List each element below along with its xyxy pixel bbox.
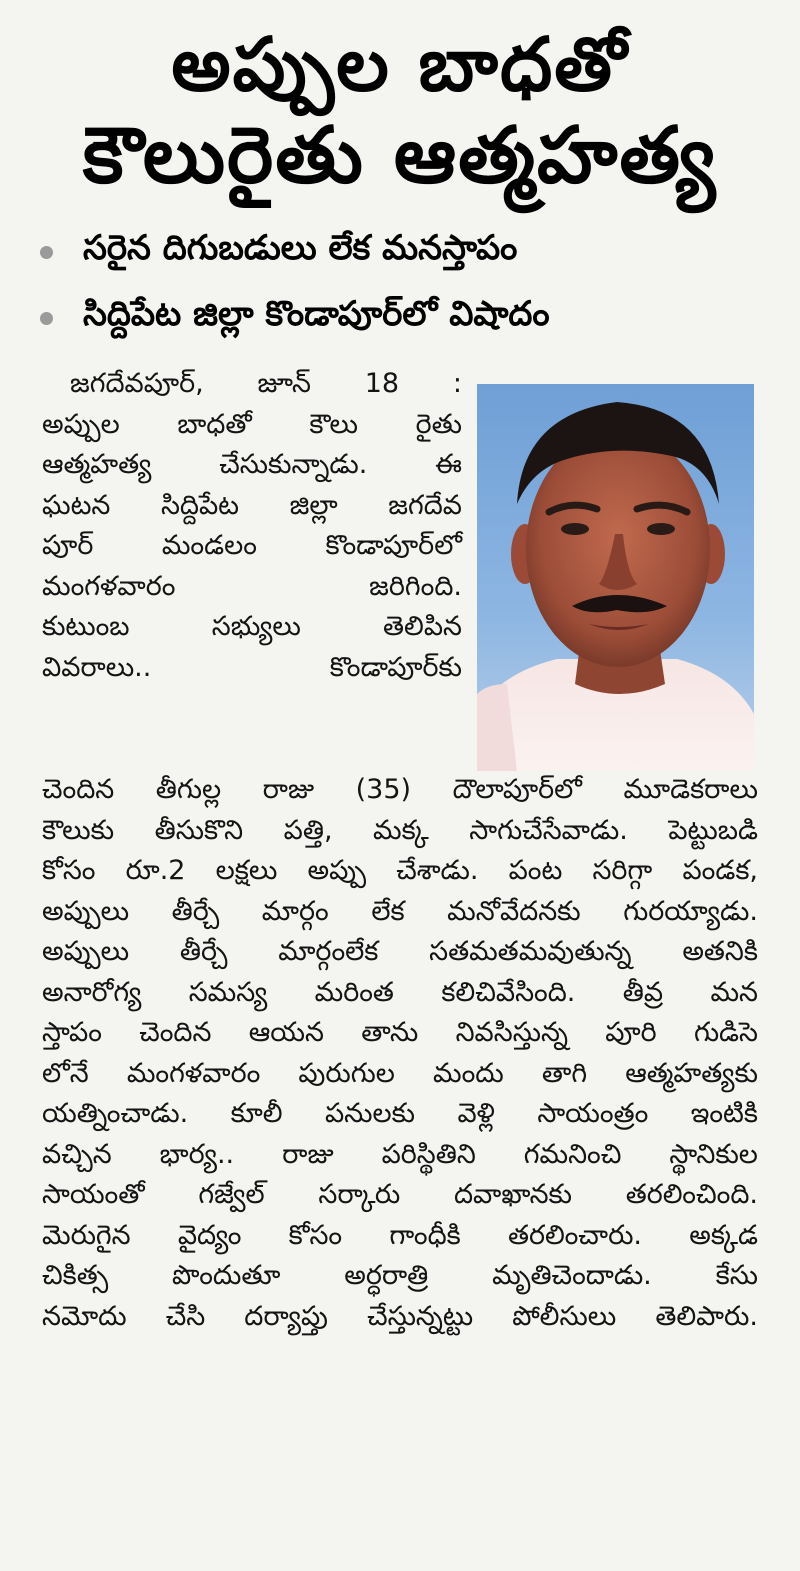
bullet-item (40, 292, 780, 344)
word: మండలం (161, 530, 257, 561)
text-line (42, 973, 758, 1014)
word: : (452, 368, 462, 399)
word: మనోవేదనకు (447, 895, 581, 927)
bullet-text: సిద్దిపేట జిల్లా కొండాపూర్‌లో విషాదం (83, 294, 550, 334)
word: అతనికి (682, 936, 758, 967)
bullet-dot-icon (40, 312, 53, 325)
text-line (42, 364, 462, 405)
text-line (42, 567, 462, 608)
text-line (42, 486, 462, 527)
word: ఆయన (248, 1017, 324, 1048)
word: చేస్తున్నట్టు (367, 1300, 474, 1332)
text-line (42, 851, 758, 892)
word: పూర్ (42, 530, 94, 561)
text-line (42, 1297, 758, 1338)
word: కౌలుకు (42, 814, 115, 846)
word: కోసం (42, 855, 96, 886)
word: ఆత్మహత్య (42, 449, 152, 480)
word: అప్పులు (42, 936, 130, 967)
word: మూడెకరాలు (623, 774, 758, 805)
word: గుడిసె (693, 1017, 758, 1048)
word: కోసం (288, 1219, 343, 1251)
word: సభ్యులు (211, 611, 301, 642)
text-line (42, 1135, 758, 1176)
word: సర్కారు (318, 1179, 401, 1210)
word: తీర్చే (179, 936, 228, 967)
word: అప్పు (307, 855, 367, 886)
word: తరలించారు. (508, 1219, 643, 1251)
word: మంగళవారం (126, 1057, 261, 1089)
word: మందు (433, 1057, 504, 1089)
word: వెళ్లి (457, 1098, 495, 1129)
text-line (42, 1175, 758, 1216)
word: కొండాపూర్‌కు (329, 651, 462, 683)
headline-line-1: అప్పుల బాధతో (171, 22, 629, 108)
word: చెందిన (139, 1017, 212, 1048)
word: మరింత (314, 976, 394, 1008)
word: జూన్ (257, 368, 311, 399)
word: పూరి (605, 1017, 657, 1048)
word: జగదేవపూర్, (70, 368, 204, 399)
word: తెలిపారు. (655, 1300, 758, 1332)
text-line (42, 811, 758, 852)
word: చికిత్స (42, 1260, 109, 1291)
word: స్తాపం (42, 1017, 102, 1048)
word: దర్యాప్తు (244, 1300, 328, 1332)
word: తరలించింది. (625, 1179, 758, 1210)
text-line (42, 932, 758, 973)
word: స్థానికుల (669, 1138, 758, 1170)
word: పరిస్థితిని (381, 1138, 476, 1170)
word: జరిగింది. (369, 570, 462, 602)
text-line (42, 607, 462, 648)
word: ఘటన (42, 489, 111, 521)
word: రూ.2 (125, 855, 186, 886)
word: రాజు (282, 1138, 334, 1170)
text-line (42, 770, 758, 811)
portrait-photo (477, 384, 754, 771)
word: వైద్యం (177, 1219, 242, 1251)
word: సాయంతో (42, 1179, 145, 1210)
text-line (42, 1013, 758, 1054)
word: రైతు (415, 408, 462, 440)
word: కూలీ (230, 1098, 283, 1129)
word: కేసు (715, 1260, 758, 1291)
text-line (42, 892, 758, 933)
word: పండక, (682, 855, 758, 886)
word: 18 (364, 368, 400, 399)
text-line (42, 405, 462, 446)
text-line (42, 648, 462, 689)
bullet-dot-icon (40, 246, 53, 259)
word: తీగుల్ల (155, 774, 222, 805)
word: మక్క (373, 814, 429, 846)
word: లోనే (42, 1057, 89, 1089)
text-line (42, 1256, 758, 1297)
word: గజ్వేల్ (198, 1179, 265, 1210)
text-line (42, 1094, 758, 1135)
word: సాయంత్రం (537, 1098, 649, 1129)
word: గమనించి (523, 1138, 622, 1170)
article-body-wrapped (42, 364, 462, 688)
text-line (42, 1216, 758, 1257)
word: మార్గంలేక (278, 936, 379, 967)
word: అప్పులు (42, 895, 130, 927)
word: పనులకు (324, 1098, 416, 1129)
word: వివరాలు.. (42, 651, 152, 683)
word: అక్కడ (689, 1219, 758, 1251)
word: పొందుతూ (172, 1260, 281, 1291)
word: దౌలాపూర్‌లో (452, 774, 582, 805)
word: (35) (355, 774, 412, 805)
word: మన (710, 976, 758, 1008)
word: అనారోగ్య (42, 976, 142, 1008)
word: కలిచివేసింది. (441, 976, 576, 1008)
word: భార్య.. (159, 1138, 235, 1170)
subheadline-bullets (40, 226, 780, 358)
word: ఈ (435, 449, 462, 480)
word: చేసి (165, 1300, 206, 1332)
word: సరిగ్గా (592, 855, 653, 886)
word: తాను (361, 1017, 419, 1048)
word: తీర్చే (171, 895, 220, 927)
word: సిద్దిపేట (160, 489, 240, 521)
word: కొండాపూర్‌లో (325, 530, 462, 561)
word: మార్గం (261, 895, 329, 927)
word: జగదేవ (388, 489, 462, 521)
word: సమస్య (188, 976, 268, 1008)
word: బాధతో (177, 408, 252, 440)
word: గురయ్యాడు. (623, 895, 758, 927)
word: తీసుకొని (154, 814, 244, 846)
word: సతమతమవుతున్న (429, 936, 632, 967)
word: గాంధీకి (389, 1219, 461, 1251)
word: యత్నించాడు. (42, 1098, 189, 1129)
word: కుటుంబ (42, 611, 130, 642)
text-line (42, 526, 462, 567)
word: రాజు (262, 774, 315, 805)
word: కౌలు (309, 408, 358, 440)
bullet-text: సరైన దిగుబడులు లేక మనస్తాపం (83, 228, 518, 268)
article-body-full (42, 770, 758, 1337)
word: అర్ధరాత్రి (344, 1260, 429, 1291)
word: పంట (508, 855, 563, 886)
word: తెలిపిన (383, 611, 462, 642)
word: లేక (371, 895, 405, 927)
word: మృతిచెందాడు. (492, 1260, 652, 1291)
word: పురుగుల (298, 1057, 395, 1089)
word: అప్పుల (42, 408, 120, 440)
word: చెందిన (42, 774, 115, 805)
word: వచ్చిన (42, 1138, 112, 1170)
word: చేసుకున్నాడు. (219, 449, 368, 480)
text-line (42, 1054, 758, 1095)
word: ఇంటికి (690, 1098, 758, 1129)
word: సాగుచేసేవాడు. (469, 814, 628, 846)
word: నమోదు (42, 1300, 127, 1332)
word: మంగళవారం (42, 570, 176, 602)
word: మెరుగైన (42, 1219, 131, 1251)
word: నివసిస్తున్న (455, 1017, 568, 1048)
word: పెట్టుబడి (668, 814, 758, 846)
word: పత్తి, (283, 814, 333, 846)
bullet-item (40, 226, 780, 278)
word: దవాఖానకు (453, 1179, 572, 1210)
word: చేశాడు. (396, 855, 479, 886)
headline-line-2: కౌలురైతు ఆత్మహత్య (82, 111, 718, 201)
word: ఆత్మహత్యకు (625, 1057, 758, 1089)
word: తీవ్ర (622, 976, 664, 1008)
word: జిల్లా (289, 489, 338, 521)
word: పోలీసులు (512, 1300, 617, 1332)
word: తాగి (541, 1057, 588, 1089)
word: లక్షలు (215, 855, 278, 886)
text-line (42, 445, 462, 486)
